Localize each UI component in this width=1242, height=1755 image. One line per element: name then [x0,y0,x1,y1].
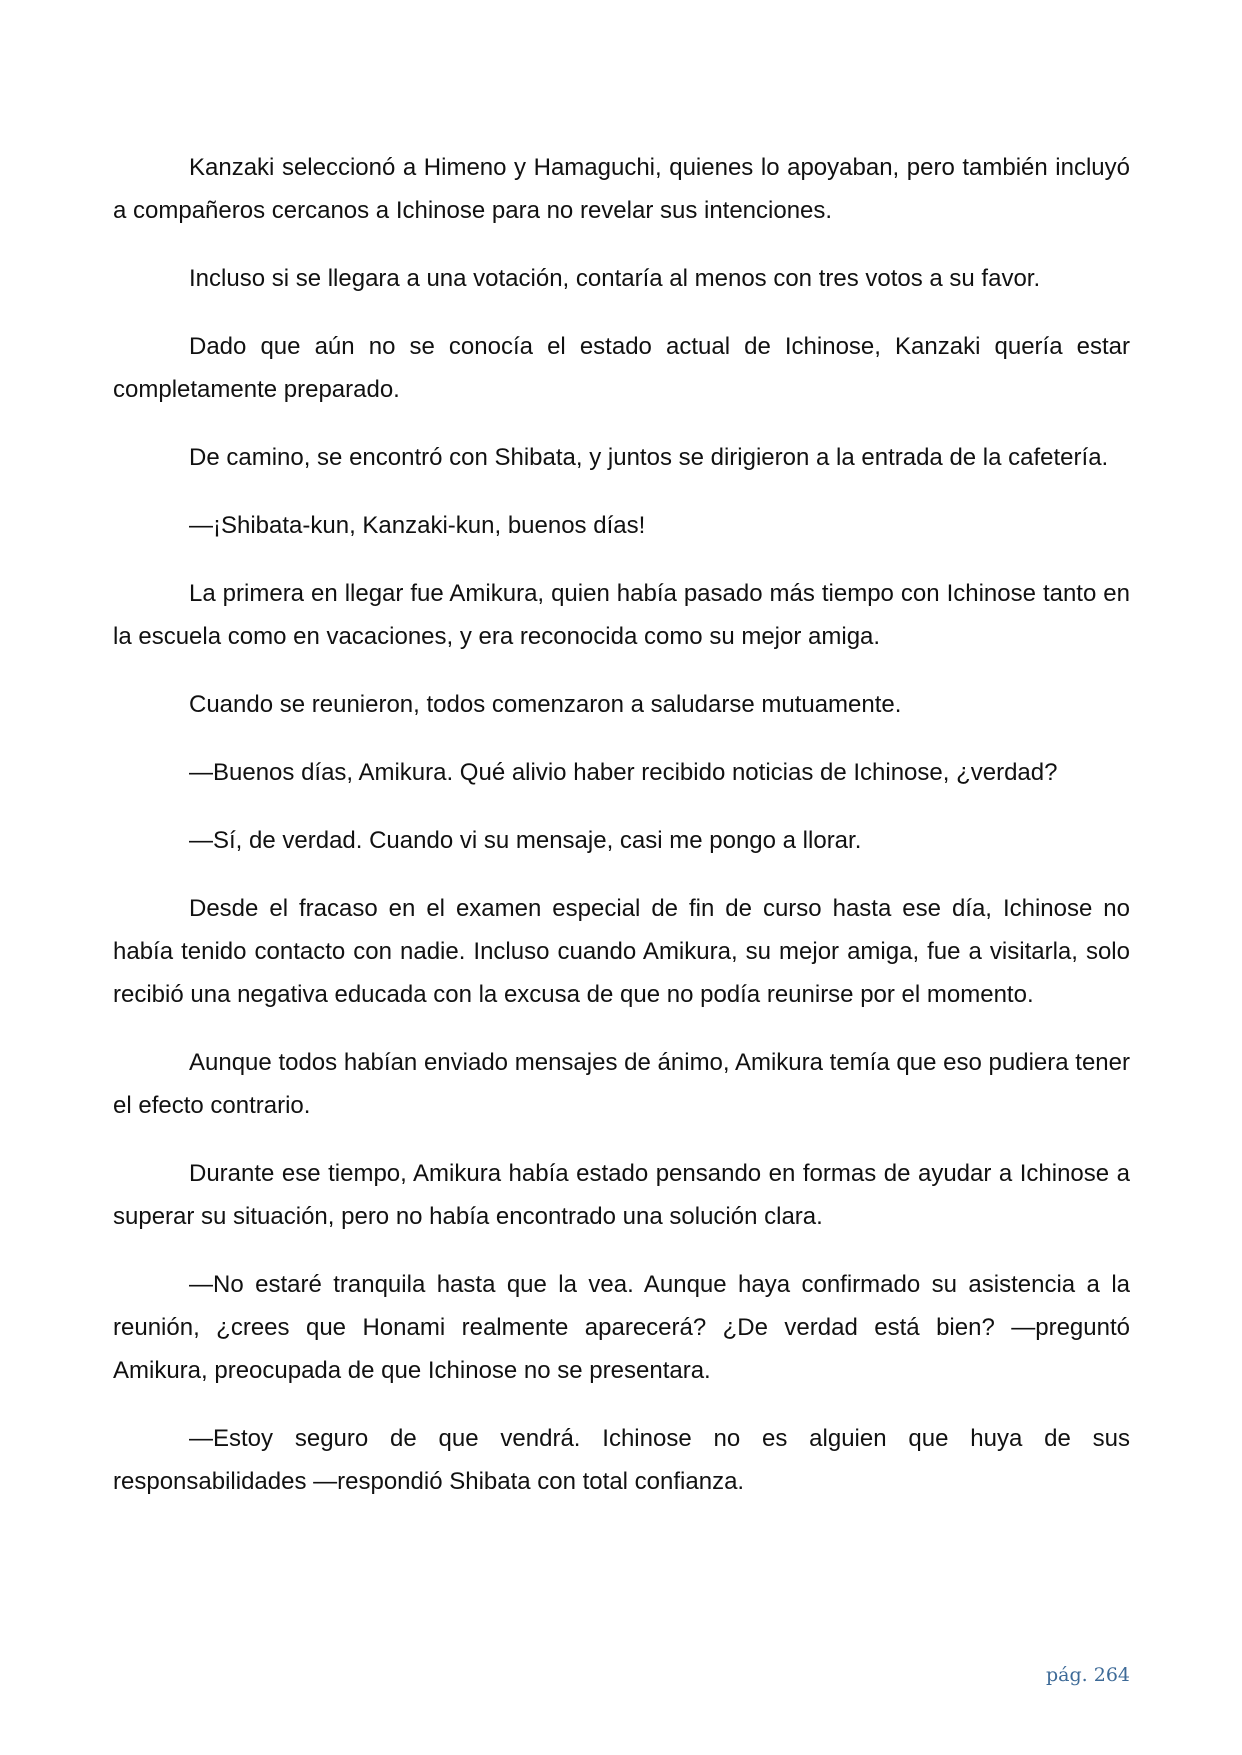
dialogue-line: —Estoy seguro de que vendrá. Ichinose no es alguien que huya de sus responsabilidades —respondió Shibata con total confianza. [113,1425,1130,1495]
paragraph: Durante ese tiempo, Amikura había estado pensando en formas de ayudar a Ichinose a superar su situación, pero no había encontrado una solución clara. [113,1160,1130,1230]
dialogue-line: —Buenos días, Amikura. Qué alivio haber recibido noticias de Ichinose, ¿verdad? [189,759,1058,786]
body-text [113,146,1130,1528]
paragraph: Incluso si se llegara a una votación, contaría al menos con tres votos a su favor. [189,265,1041,292]
paragraph: Desde el fracaso en el examen especial de fin de curso hasta ese día, Ichinose no había tenido contacto con nadie. Incluso cuando Amikura, su mejor amiga, fue a visitarla, solo recibió una negativa educada con la excusa de que no podía reunirse por el momento. [113,895,1130,1008]
paragraph: De camino, se encontró con Shibata, y juntos se dirigieron a la entrada de la cafetería. [189,444,1109,471]
paragraph: Kanzaki seleccionó a Himeno y Hamaguchi, quienes lo apoyaban, pero también incluyó a compañeros cercanos a Ichinose para no revelar sus intenciones. [113,154,1130,224]
paragraph: Cuando se reunieron, todos comenzaron a saludarse mutuamente. [189,691,902,718]
page-number: pág. 264 [1046,1664,1130,1686]
paragraph: Aunque todos habían enviado mensajes de ánimo, Amikura temía que eso pudiera tener el efecto contrario. [113,1049,1130,1119]
dialogue-line: —Sí, de verdad. Cuando vi su mensaje, casi me pongo a llorar. [189,827,862,854]
paragraph: La primera en llegar fue Amikura, quien había pasado más tiempo con Ichinose tanto en la escuela como en vacaciones, y era reconocida como su mejor amiga. [113,580,1130,650]
dialogue-line: —No estaré tranquila hasta que la vea. Aunque haya confirmado su asistencia a la reunión, ¿crees que Honami realmente aparecerá? ¿De verdad está bien? —preguntó Amikura, preocupada de que Ichinose no se presentara. [113,1271,1130,1384]
paragraph: Dado que aún no se conocía el estado actual de Ichinose, Kanzaki quería estar completamente preparado. [113,333,1130,403]
dialogue-line: —¡Shibata-kun, Kanzaki-kun, buenos días! [189,512,646,539]
